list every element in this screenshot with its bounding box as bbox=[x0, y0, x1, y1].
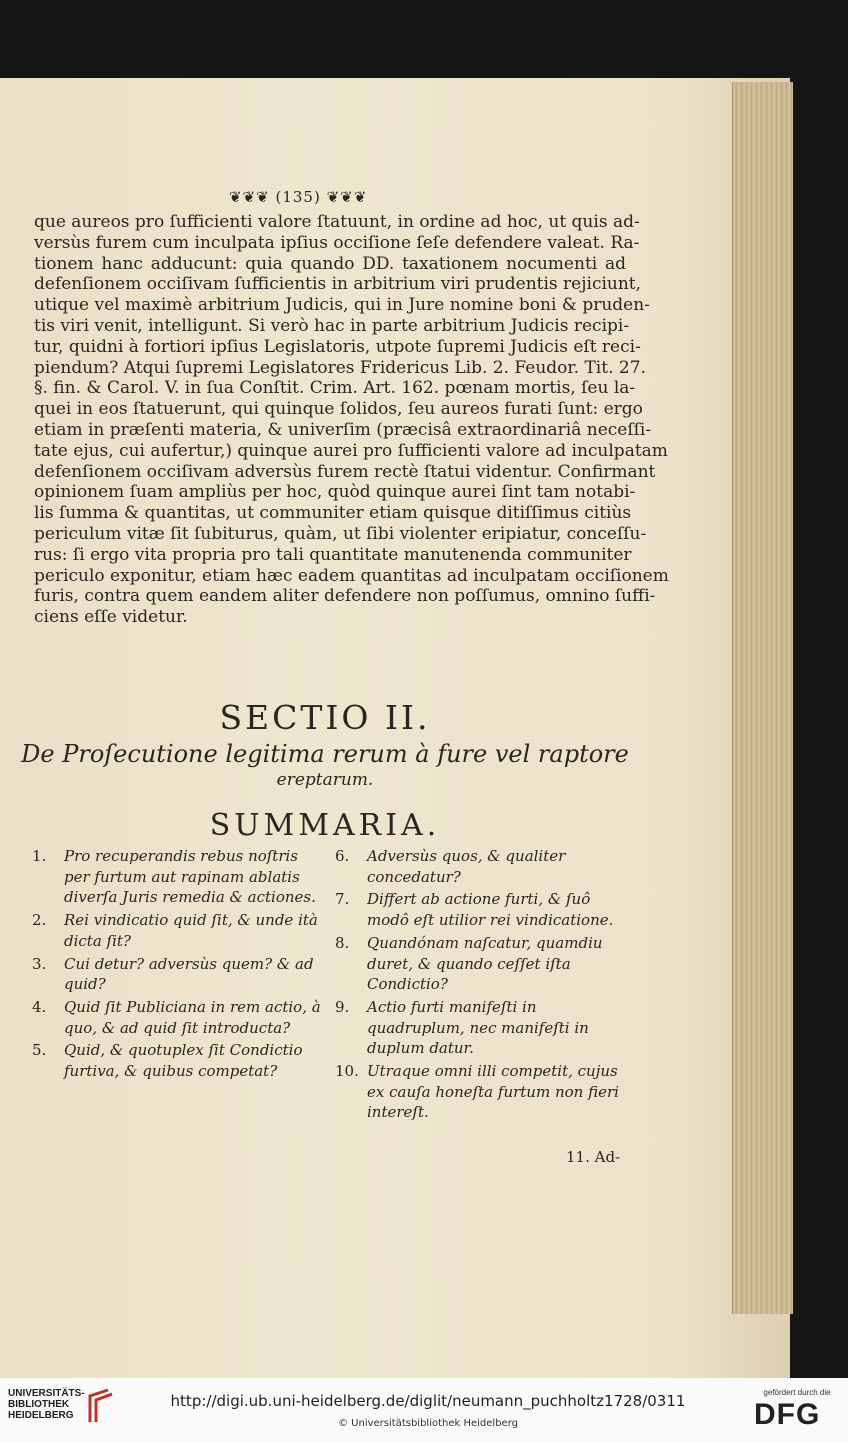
summary-item bbox=[32, 1040, 322, 1081]
text-line: furis, contra quem eandem aliter defendere non poſſumus, omnino ſuffi- bbox=[34, 586, 656, 607]
footer-bar bbox=[0, 1378, 848, 1442]
summary-item-number: 2. bbox=[32, 911, 47, 930]
text-line: defenſionem occiſivam ſufficientis in arbitrium viri prudentis rejiciunt, bbox=[34, 274, 642, 295]
text-line: tionem hanc adducunt: quia quando DD. taxationem nocumenti ad bbox=[34, 253, 626, 274]
catchword: 11. Ad- bbox=[566, 1148, 621, 1166]
library-logo-text bbox=[8, 1388, 85, 1421]
text-line: ciens eſſe videtur. bbox=[34, 607, 188, 628]
summary-item bbox=[335, 997, 627, 1059]
summary-item-text: Utraque omni illi competit, cujus ex cauſa honeſta furtum non fieri intereſt. bbox=[367, 1062, 619, 1122]
logo-line: UNIVERSITÄTS- bbox=[8, 1388, 85, 1399]
summary-item-number: 5. bbox=[32, 1041, 47, 1060]
text-line: utique vel maximè arbitrium Judicis, qui in Jure nomine boni & pruden- bbox=[34, 295, 650, 316]
summary-item-text: Pro recuperandis rebus noſtris per furtum aut rapinam ablatis diverſa Juris remedia & actiones. bbox=[64, 847, 316, 907]
summary-item-text: Cui detur? adversùs quem? & ad quid? bbox=[64, 954, 314, 994]
summaria-right-column bbox=[335, 846, 627, 1125]
summary-item-text: Rei vindicatio quid ſit, & unde ità dicta ſit? bbox=[64, 911, 318, 950]
summary-item-number: 10. bbox=[335, 1062, 359, 1081]
text-line: opinionem ſuam ampliùs per hoc, quòd quinque aurei ſint tam notabi- bbox=[34, 482, 636, 503]
summary-item-number: 6. bbox=[335, 847, 350, 865]
summaria-left-column bbox=[32, 846, 322, 1084]
section-subtitle-cont: ereptarum. bbox=[276, 770, 374, 790]
summary-item-number: 9. bbox=[335, 997, 350, 1016]
summary-item bbox=[335, 1061, 627, 1123]
summary-item bbox=[32, 910, 322, 951]
logo-line: HEIDELBERG bbox=[8, 1410, 74, 1421]
dfg-logo: DFG bbox=[754, 1398, 821, 1431]
summary-item-number: 7. bbox=[335, 890, 350, 909]
summary-item bbox=[32, 846, 322, 908]
summary-item-number: 8. bbox=[335, 933, 350, 952]
ornament-left: ❦❦❦ bbox=[229, 188, 276, 206]
summary-item-text: Quid ſit Publiciana in rem actio, à quo, & ad quid ſit introducta? bbox=[64, 997, 321, 1037]
text-line: rus: ſi ergo vita propria pro tali quantitate manutenenda communiter bbox=[34, 544, 632, 565]
summary-item-text: Quid, & quotuplex ſit Condictio furtiva, & quibus competat? bbox=[64, 1041, 303, 1081]
summary-item-number: 1. bbox=[32, 847, 47, 865]
text-line: §. fin. & Carol. V. in ſua Conſtit. Crim. Art. 162. pœnam mortis, ſeu la- bbox=[34, 378, 636, 399]
summary-item-text: Quandónam naſcatur, quamdiu duret, & quando ceſſet iſta Condictio? bbox=[367, 933, 603, 994]
summary-item-text: Actio furti manifeſti in quadruplum, nec manifeſti in duplum datur. bbox=[367, 997, 589, 1058]
text-line: tur, quidni à fortiori ipſius Legislatoris, utpote ſupremi Judicis eſt reci- bbox=[34, 336, 641, 357]
text-line: quei in eos ſtatuerunt, qui quinque ſolidos, ſeu aureos furati ſunt: ergo bbox=[34, 399, 643, 420]
funding-note: gefördert durch die bbox=[763, 1388, 831, 1397]
summary-item bbox=[335, 933, 627, 995]
summaria-title: SUMMARIA. bbox=[209, 808, 441, 843]
library-logo-icon bbox=[86, 1388, 116, 1424]
page-number: (135) bbox=[275, 188, 321, 206]
text-line: defenſionem occiſivam adversùs furem rectè ſtatui videntur. Confirmant bbox=[34, 461, 656, 482]
text-line: periculum vitæ ſit ſubiturus, quàm, ut ſibi violenter eripiatur, conceſſu- bbox=[34, 523, 647, 544]
summary-item-text: Adversùs quos, & qualiter concedatur? bbox=[367, 847, 566, 886]
text-line: piendum? Atqui ſupremi Legislatores Fridericus Lib. 2. Feudor. Tit. 27. bbox=[34, 357, 646, 378]
body-text bbox=[34, 212, 669, 628]
page-edge bbox=[732, 82, 793, 1314]
logo-line: BIBLIOTHEK bbox=[8, 1399, 70, 1410]
source-url[interactable]: http://digi.ub.uni-heidelberg.de/diglit/neumann_puchholtz1728/0311 bbox=[170, 1392, 686, 1410]
ornament-right: ❦❦❦ bbox=[320, 188, 368, 206]
summary-item-number: 4. bbox=[32, 997, 47, 1016]
summary-item bbox=[335, 889, 627, 930]
text-line: etiam in præſenti materia, & univerſim (præcisâ extraordinariâ neceſſi- bbox=[34, 419, 652, 440]
text-line: lis ſumma & quantitas, ut communiter etiam quisque ditiſſimus citiùs bbox=[34, 503, 632, 524]
text-line: tate ejus, cui aufertur,) quinque aurei pro ſufficienti valore ad inculpatam bbox=[34, 440, 668, 461]
text-line: que aureos pro ſufficienti valore ſtatuunt, in ordine ad hoc, ut quis ad- bbox=[34, 212, 640, 232]
summary-item-text: Differt ab actione furti, & ſuô modô eſt utilior rei vindicatione. bbox=[367, 890, 614, 930]
summary-item bbox=[32, 954, 322, 995]
section-title: SECTIO II. bbox=[219, 698, 431, 737]
text-line: tis viri venit, intelligunt. Si verò hac in parte arbitrium Judicis recipi- bbox=[34, 315, 630, 336]
summary-item bbox=[32, 997, 322, 1038]
summary-item-number: 3. bbox=[32, 954, 47, 973]
section-subtitle: De Proſecutione legitima rerum à fure vel raptore bbox=[21, 740, 629, 768]
text-line: periculo exponitur, etiam hæc eadem quantitas ad inculpatam occiſionem bbox=[34, 565, 669, 586]
copyright: © Universitätsbibliothek Heidelberg bbox=[337, 1418, 518, 1429]
summary-item bbox=[335, 846, 627, 887]
page-header bbox=[229, 188, 367, 206]
text-line: versùs furem cum inculpata ipſius occiſione ſeſe defendere valeat. Ra- bbox=[34, 232, 640, 253]
